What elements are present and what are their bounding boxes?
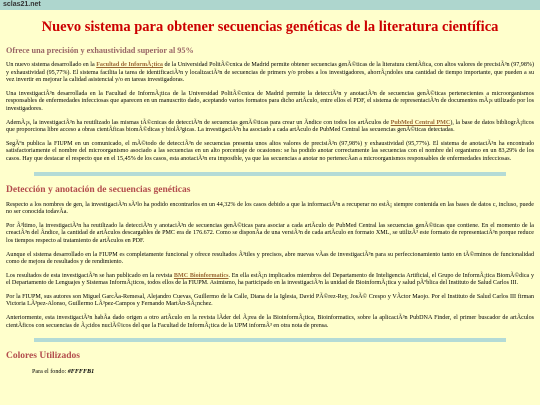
section-divider xyxy=(34,172,506,176)
paragraph-6: Por Ã³ltimo, la investigaciÃ³n ha reutilizado la detecciÃ³n y anotaciÃ³n de secuencias genÃ©ticas para asociar a cada artÃculo de PubMed Central las secuencias genÃ©ticas que contiene. En el momento de la creaciÃ³n del Ãndice, la cantidad de artÃculos descargables de PMC era de 176.672. Como se disponÃa de una versiÃ³n de cada artÃculo en formato XML, se utilizÃ³ este formato de representaciÃ³n porque reduce los tiempos respecto al tratamiento de artÃculos en PDF. xyxy=(6,222,534,244)
colors-line xyxy=(32,369,534,375)
paragraph-intro xyxy=(6,62,534,85)
paragraph-10: Anteriormente, esta investigaciÃ³n habÃa dado origen a otro artÃculo en la revista lÃder del Ã¡rea de la BioinformÃ¡tica, Bioinformatics, sobre la aplicaciÃ³n PubDNA Finder, el primer buscador de artÃculos cientÃficos con secuencias de Ã¡cidos nuclÃ©icos del que la Facultad de InformÃ¡tica de la UPM informÃ³ en otra nota de prensa. xyxy=(6,315,534,329)
link-pubmed-central[interactable]: PubMed Central PMC xyxy=(390,119,451,126)
section-heading-colores: Colores Utilizados xyxy=(6,351,80,362)
paragraph-text: Un nuevo sistema desarrollado en la xyxy=(6,62,97,68)
article xyxy=(0,18,540,375)
paragraph-7: Aunque el sistema desarrollado en la FIUPM es completamente funcional y ofrece resultados Ã³tiles y precisos, abre nuevas vÃas de investigaciÃ³n para su perfeccionamiento tanto en tÃ©rminos de funcionalidad como de mejora de resultados y de rendimiento. xyxy=(6,251,534,266)
paragraph-text: de la Universidad PolitÃ©cnica de Madrid permite obtener secuencias genÃ©ticas de la literatura cientÃfica, con altos valores de precisiÃ³n (97,98%) y exhaustividad (95,77%). El sistema facilita la tarea de identificaciÃ³n y localizaciÃ³n de secuencias de primers y/o probes a los investigadores, ahorrÃ¡ndoles una cantidad de tiempo importante, que pueden a su vez invertir en mejorar la calidad asistencial y/o en tareas investigadoras. xyxy=(6,62,535,84)
article-title: Nuevo sistema para obtener secuencias genéticas de la literatura científica xyxy=(41,19,499,35)
colors-label: Para el fondo: xyxy=(32,369,68,376)
paragraph-4: SegÃºn publica la FIUPM en un comunicado, el mÃ©todo de detecciÃ³n de secuencias presenta unos altos valores de precisiÃ³n (97,98%) y exhaustividad (95,77%). El sistema de anotaciÃ³n ha encontrado satisfactoriamente el nombre del microorganismo asociado a las secuencias en un alto porcentaje de ocasiones: se ha podido anotar correctamente las secuencias con el nombre del organismo en un 83,29% de los casos. Hay que destacar el respecto que en el 15,45% de los casos, esta anotaciÃ³n era imposible, ya que las secuencias a anotar no pertenecÃan a microorganismos responsables de enfermedades infecciosas. xyxy=(6,140,534,162)
paragraph-3 xyxy=(6,120,534,135)
paragraph-5: Respecto a los nombres de gen, la investigaciÃ³n sÃ³lo ha podido encontrarlos en un 44,32% de los casos debido a que la informaciÃ³n a recuperar no estÃ¡ siempre contenida en las bases de datos c, incluso, puede no ser conocida todavÃa. xyxy=(6,201,534,216)
colors-value: #FFFFB1 xyxy=(67,369,95,376)
link-facultad-informatica[interactable]: Facultad de InformÃ¡tica xyxy=(96,62,163,68)
section-divider xyxy=(34,338,506,342)
section-heading-deteccion: Detección y anotación de secuencias genéticas xyxy=(6,184,191,195)
paragraph-text: Los resultados de esta investigaciÃ³n se han publicado en la revista xyxy=(6,272,174,279)
paragraph-text: ), la base de datos bibliogrÃ¡ficos que proporciona libre acceso a obras cientÃficas biomÃ©dicas y biolÃ³gicas. La investigaciÃ³n ha asociado a cada artÃculo de PubMed Central las secuencias genÃ©ticas detectadas. xyxy=(6,119,534,134)
paragraph-text: . En ella estÃ¡n implicados miembros del Departamento de Inteligencia Artificial, el Grupo de InformÃ¡tica BiomÃ©dica y el Departamento de Lenguajes y Sistemas InformÃ¡ticos, todos ellos de la FIUPM. Asimismo, ha participado en la investigaciÃ³n la unidad de BioinformÃ¡tica y salud pÃºblica del Instituto de Salud Carlos III. xyxy=(6,272,534,287)
paragraph-text: AdemÃ¡s, la investigaciÃ³n ha reutilizado las mismas tÃ©cnicas de detecciÃ³n de secuencias genÃ©ticas para crear un Ãndice con todos los artÃculos de xyxy=(6,119,391,126)
link-bmc-bioinformatics[interactable]: BMC Bioinformatics xyxy=(173,272,229,279)
paragraph-9: Por la FIUPM, sus autores son Miguel GarcÃa-Remesal, Alejandro Cuevas, Guillermo de la Calle, Diana de la Iglesia, David PÃ©rez-Rey, JosÃ© Crespo y VÃctor Maojo. Por el Instituto de Salud Carlos III firman Victoria LÃ³pez-Alonso, Guillermo LÃ³pez-Campos y Fernando MartÃn-SÃ¡nchez. xyxy=(6,293,534,308)
site-domain[interactable]: sclas21.net xyxy=(3,1,41,8)
paragraph-2: Una investigaciÃ³n desarrollada en la Facultad de InformÃ¡tica de la Universidad PolitÃ©cnica de Madrid permite la detecciÃ³n y anotaciÃ³n de secuencias genÃ©ticas pertenecientes a microorganismos responsables de enfermedades infecciosas que aparecen en un manuscrito dado, aceptando varios formatos para dicho artÃculo, entre ellos el PDF, el sistema de representaciÃ³n de documentos mÃ¡s utilizado por los investigadores. xyxy=(6,90,534,112)
article-subtitle: Ofrece una precisión y exhaustividad superior al 95% xyxy=(6,46,194,55)
site-header-bar xyxy=(0,0,540,10)
paragraph-8 xyxy=(6,273,534,288)
